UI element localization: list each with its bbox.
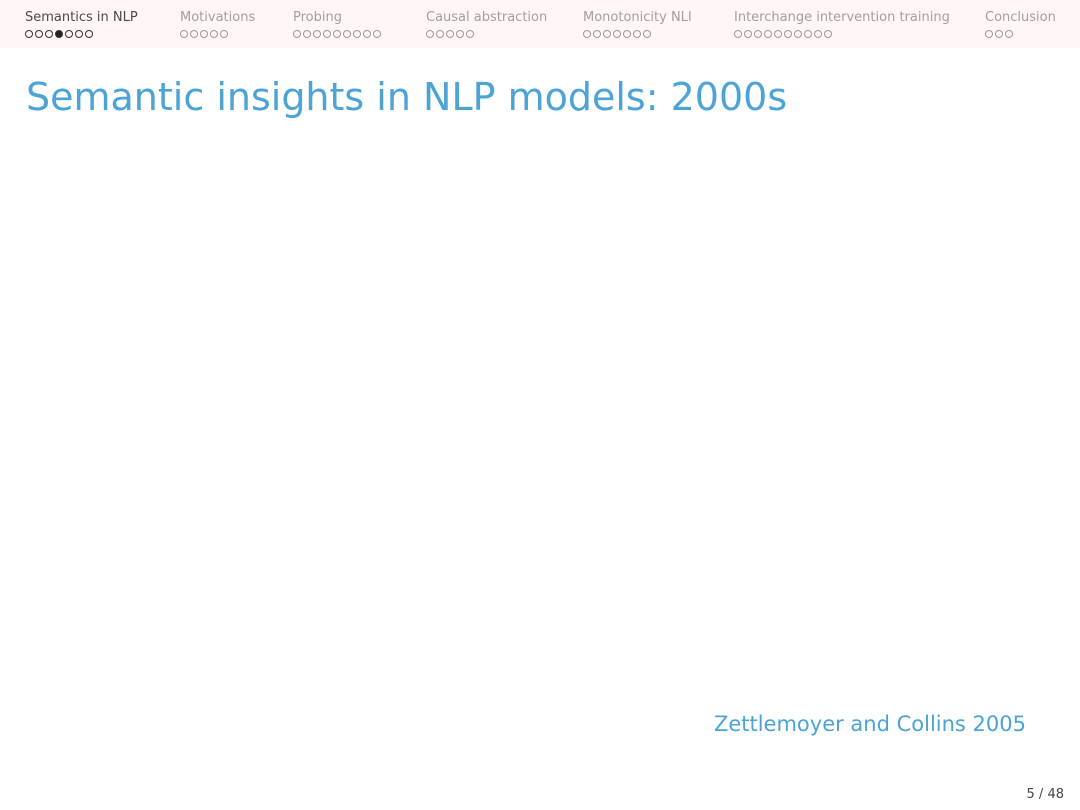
nav-section-label[interactable]: Probing (293, 10, 342, 25)
nav-section-interchange-intervention-training[interactable] (734, 10, 950, 40)
frame-dot[interactable] (436, 30, 444, 38)
frame-dot[interactable] (313, 30, 321, 38)
frame-dot[interactable] (303, 30, 311, 38)
section-navigation-bar (0, 0, 1080, 48)
nav-section-causal-abstraction[interactable] (426, 10, 547, 40)
frame-dot[interactable] (363, 30, 371, 38)
nav-section-dots (293, 30, 381, 40)
frame-dot[interactable] (643, 30, 651, 38)
frame-dot[interactable] (35, 30, 43, 38)
frame-dot[interactable] (446, 30, 454, 38)
frame-dot[interactable] (75, 30, 83, 38)
frame-dot[interactable] (804, 30, 812, 38)
frame-dot[interactable] (774, 30, 782, 38)
frame-dot[interactable] (190, 30, 198, 38)
nav-section-dots (734, 30, 950, 40)
frame-dot[interactable] (633, 30, 641, 38)
nav-section-dots (583, 30, 692, 40)
frame-dot[interactable] (824, 30, 832, 38)
frame-dot[interactable] (784, 30, 792, 38)
current-frame-dot[interactable] (55, 30, 63, 38)
frame-dot[interactable] (985, 30, 993, 38)
nav-section-dots (180, 30, 255, 40)
frame-dot[interactable] (45, 30, 53, 38)
nav-section-dots (985, 30, 1056, 40)
nav-section-probing[interactable] (293, 10, 381, 40)
frame-dot[interactable] (603, 30, 611, 38)
frame-dot[interactable] (754, 30, 762, 38)
nav-section-conclusion[interactable] (985, 10, 1056, 40)
frame-dot[interactable] (65, 30, 73, 38)
frame-dot[interactable] (814, 30, 822, 38)
nav-section-dots (426, 30, 547, 40)
nav-section-motivations[interactable] (180, 10, 255, 40)
frame-dot[interactable] (995, 30, 1003, 38)
citation: Zettlemoyer and Collins 2005 (713, 712, 1026, 736)
frame-dot[interactable] (426, 30, 434, 38)
frame-dot[interactable] (210, 30, 218, 38)
frame-dot[interactable] (794, 30, 802, 38)
frame-dot[interactable] (583, 30, 591, 38)
frame-dot[interactable] (220, 30, 228, 38)
frame-dot[interactable] (323, 30, 331, 38)
frame-dot[interactable] (373, 30, 381, 38)
frame-dot[interactable] (333, 30, 341, 38)
page-number: 5 / 48 (1026, 787, 1064, 802)
frame-dot[interactable] (25, 30, 33, 38)
slide-title: Semantic insights in NLP models: 2000s (26, 75, 788, 119)
frame-dot[interactable] (85, 30, 93, 38)
frame-dot[interactable] (1005, 30, 1013, 38)
nav-section-label[interactable]: Conclusion (985, 10, 1056, 25)
nav-section-semantics-in-nlp[interactable] (25, 10, 138, 40)
frame-dot[interactable] (200, 30, 208, 38)
frame-dot[interactable] (456, 30, 464, 38)
frame-dot[interactable] (466, 30, 474, 38)
frame-dot[interactable] (180, 30, 188, 38)
frame-dot[interactable] (613, 30, 621, 38)
frame-dot[interactable] (593, 30, 601, 38)
nav-section-monotonicity-nli[interactable] (583, 10, 692, 40)
frame-dot[interactable] (343, 30, 351, 38)
frame-dot[interactable] (744, 30, 752, 38)
nav-section-dots (25, 30, 138, 40)
nav-section-label[interactable]: Motivations (180, 10, 256, 25)
frame-dot[interactable] (623, 30, 631, 38)
frame-dot[interactable] (734, 30, 742, 38)
frame-dot[interactable] (353, 30, 361, 38)
frame-dot[interactable] (764, 30, 772, 38)
nav-section-label[interactable]: Monotonicity NLI (583, 10, 692, 25)
nav-section-label[interactable]: Interchange intervention training (734, 10, 950, 25)
frame-dot[interactable] (293, 30, 301, 38)
nav-section-label[interactable]: Semantics in NLP (25, 10, 138, 25)
nav-section-label[interactable]: Causal abstraction (426, 10, 548, 25)
